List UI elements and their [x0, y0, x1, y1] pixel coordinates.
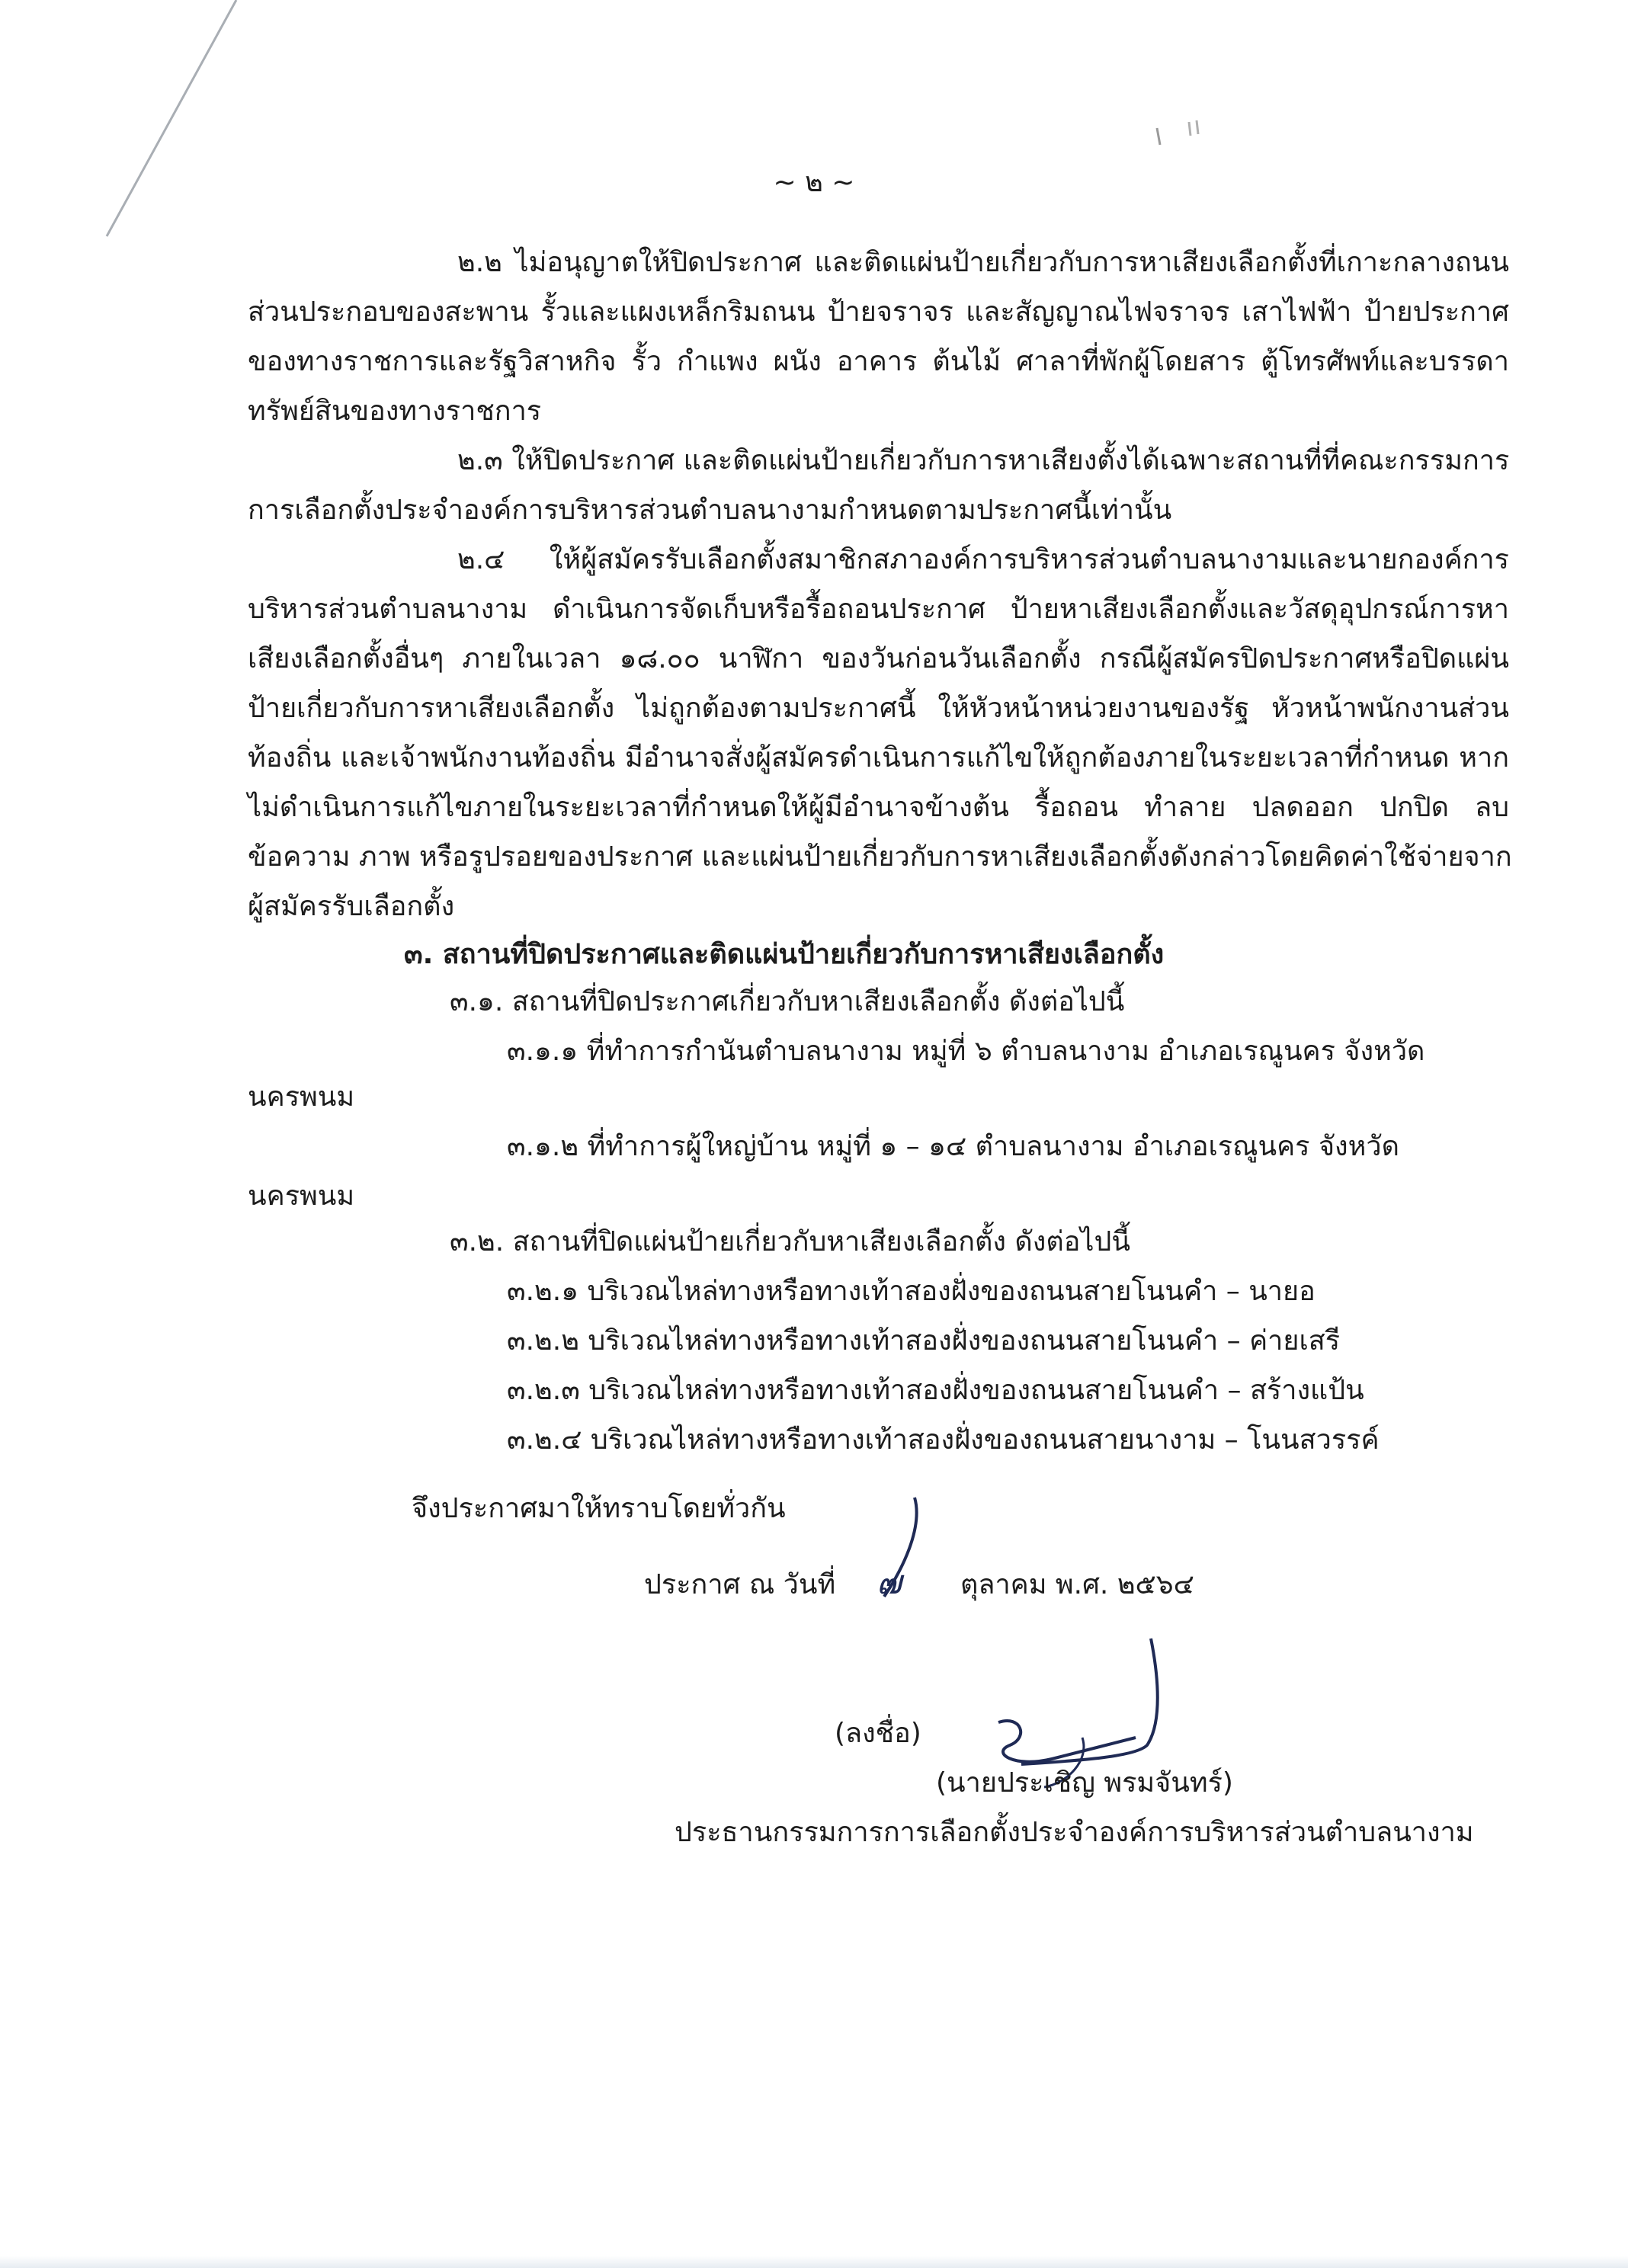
item-2-3-line-1: ๒.๓ ให้ปิดประกาศ และติดแผ่นป้ายเกี่ยวกับการหาเสียงตั้งได้เฉพาะสถานที่ที่คณะกรรมการ — [457, 445, 1510, 476]
item-2-2-line-1: ๒.๒ ไม่อนุญาตให้ปิดประกาศ และติดแผ่นป้ายเกี่ยวกับการหาเสียงเลือกตั้งที่เกาะกลางถนน — [457, 247, 1509, 278]
item-3-1-1-line-2: นครพนม — [248, 1081, 355, 1113]
signed-label: (ลงชื่อ) — [835, 1718, 921, 1749]
item-3-1-2-line-2: นครพนม — [248, 1180, 355, 1212]
announcement-text: จึงประกาศมาให้ทราบโดยทั่วกัน — [412, 1493, 786, 1524]
scan-bottom-edge — [0, 2256, 1628, 2268]
item-3-1-1-line-1: ๓.๑.๑ ที่ทำการกำนันตำบลนางาม หมู่ที่ ๖ ตำบลนางาม อำเภอเรณูนคร จังหวัด — [507, 1036, 1425, 1067]
item-2-4-line-6: ไม่ดำเนินการแก้ไขภายในระยะเวลาที่กำหนดให้ผู้มีอำนาจข้างต้น รื้อถอน ทำลาย ปลดออก ปกปิด ลบ — [248, 792, 1509, 823]
item-2-4-line-2: บริหารส่วนตำบลนางาม ดำเนินการจัดเก็บหรือรื้อถอนประกาศ ป้ายหาเสียงเลือกตั้งและวัสดุอุปกรณ์การหา — [248, 594, 1509, 625]
item-3-1-2-line-1: ๓.๑.๒ ที่ทำการผู้ใหญ่บ้าน หมู่ที่ ๑ – ๑๔ ตำบลนางาม อำเภอเรณูนคร จังหวัด — [507, 1131, 1399, 1162]
item-2-4-line-7: ข้อความ ภาพ หรือรูปรอยของประกาศ และแผ่นป้ายเกี่ยวกับการหาเสียงเลือกตั้งดังกล่าวโดยคิดค่าใช้จ่ายจาก — [248, 841, 1512, 873]
item-3-2-4: ๓.๒.๔ บริเวณไหล่ทางหรือทางเท้าสองฝั่งของถนนสายนางาม – โนนสวรรค์ — [507, 1424, 1380, 1456]
date-prefix: ประกาศ ณ วันที่ — [644, 1569, 836, 1600]
item-2-4-line-1: ๒.๔ ให้ผู้สมัครรับเลือกตั้งสมาชิกสภาองค์การบริหารส่วนตำบลนางามและนายกองค์การ — [457, 544, 1509, 575]
item-2-2-line-4: ทรัพย์สินของทางราชการ — [248, 396, 542, 427]
item-3-2-2: ๓.๒.๒ บริเวณไหล่ทางหรือทางเท้าสองฝั่งของถนนสายโนนคำ – ค่ายเสรี — [507, 1325, 1341, 1357]
item-3-2-3: ๓.๒.๓ บริเวณไหล่ทางหรือทางเท้าสองฝั่งของถนนสายโนนคำ – สร้างแป้น — [507, 1375, 1364, 1406]
sub-3-2-title: ๓.๒. สถานที่ปิดแผ่นป้ายเกี่ยวกับหาเสียงเลือกตั้ง ดังต่อไปนี้ — [450, 1226, 1130, 1257]
item-2-4-line-3: เสียงเลือกตั้งอื่นๆ ภายในเวลา ๑๘.๐๐ นาฬิกา ของวันก่อนวันเลือกตั้ง กรณีผู้สมัครปิดประกาศหรือปิดแผ่น — [248, 643, 1509, 674]
sub-3-1-title: ๓.๑. สถานที่ปิดประกาศเกี่ยวกับหาเสียงเลือกตั้ง ดังต่อไปนี้ — [450, 986, 1125, 1017]
item-2-2-line-3: ของทางราชการและรัฐวิสาหกิจ รั้ว กำแพง ผนัง อาคาร ต้นไม้ ศาลาที่พักผู้โดยสาร ตู้โทรศัพท์และบรรดา — [248, 346, 1509, 377]
item-2-3-line-2: การเลือกตั้งประจำองค์การบริหารส่วนตำบลนางามกำหนดตามประกาศนี้เท่านั้น — [248, 495, 1172, 526]
item-2-4-line-4: ป้ายเกี่ยวกับการหาเสียงเลือกตั้ง ไม่ถูกต้องตามประกาศนี้ ให้หัวหน้าหน่วยงานของรัฐ หัวหน้าพนักงานส่วน — [248, 693, 1509, 724]
signer-title: ประธานกรรมการการเลือกตั้งประจำองค์การบริหารส่วนตำบลนางาม — [675, 1817, 1474, 1848]
item-2-4-line-5: ท้องถิ่น และเจ้าพนักงานท้องถิ่น มีอำนาจสั่งผู้สมัครดำเนินการแก้ไขให้ถูกต้องภายในระยะเวลาที่กำหนด หาก — [248, 742, 1509, 774]
signer-name: (นายประเชิญ พรมจันทร์) — [936, 1767, 1233, 1799]
date-suffix: ตุลาคม พ.ศ. ๒๕๖๔ — [960, 1569, 1194, 1600]
item-3-2-1: ๓.๒.๑ บริเวณไหล่ทางหรือทางเท้าสองฝั่งของถนนสายโนนคำ – นายอ — [507, 1276, 1316, 1307]
date-day-handwritten: ๗ — [876, 1563, 902, 1602]
page-number: ~ ๒ ~ — [773, 167, 855, 198]
item-2-4-line-8: ผู้สมัครรับเลือกตั้ง — [248, 891, 455, 922]
item-2-2-line-2: ส่วนประกอบของสะพาน รั้วและแผงเหล็กริมถนน ป้ายจราจร และสัญญาณไฟจราจร เสาไฟฟ้า ป้ายประกาศ — [248, 296, 1509, 328]
section-3-heading: ๓. สถานที่ปิดประกาศและติดแผ่นป้ายเกี่ยวกับการหาเสียงเลือกตั้ง — [404, 939, 1165, 970]
